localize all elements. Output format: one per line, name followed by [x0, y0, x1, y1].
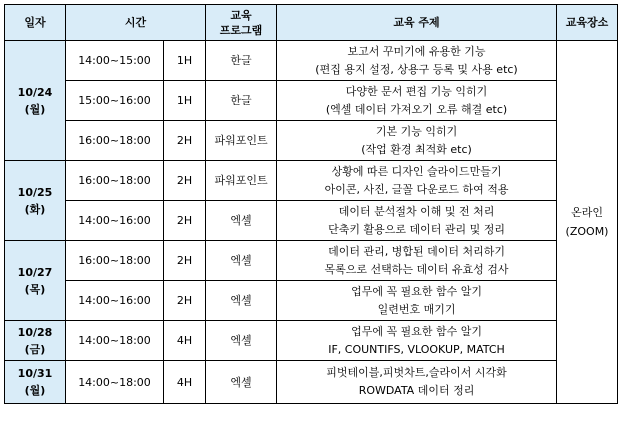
hours-cell: 2H	[164, 241, 206, 281]
topic-line1: 상황에 따른 디자인 슬라이드만들기	[331, 164, 502, 178]
topic-cell	[277, 81, 557, 121]
header-program-line2: 프로그램	[219, 23, 263, 37]
time-cell: 16:00~18:00	[66, 121, 164, 161]
hours-cell: 2H	[164, 201, 206, 241]
date-cell	[5, 321, 66, 361]
day-label: (월)	[24, 102, 46, 116]
topic-line2: 아이콘, 사진, 글꼴 다운로드 하여 적용	[324, 182, 509, 196]
day-label: (화)	[24, 202, 46, 216]
topic-line1: 보고서 꾸미기에 유용한 기능	[347, 44, 486, 58]
program-cell: 파워포인트	[206, 121, 277, 161]
day-label: (목)	[24, 282, 46, 296]
time-cell: 14:00~16:00	[66, 201, 164, 241]
program-cell: 한글	[206, 41, 277, 81]
topic-line1: 데이터 분석절차 이해 및 전 처리	[338, 204, 495, 218]
topic-cell	[277, 361, 557, 404]
table-row	[5, 201, 618, 241]
hours-cell: 1H	[164, 41, 206, 81]
topic-line1: 업무에 꼭 필요한 함수 알기	[351, 284, 482, 298]
table-row	[5, 321, 618, 361]
program-cell: 엑셀	[206, 201, 277, 241]
date-cell	[5, 361, 66, 404]
topic-cell	[277, 41, 557, 81]
schedule-table	[4, 4, 618, 404]
time-cell: 14:00~16:00	[66, 281, 164, 321]
date-label: 10/31	[17, 367, 53, 380]
topic-cell	[277, 241, 557, 281]
header-date: 일자	[5, 5, 66, 41]
time-cell: 14:00~18:00	[66, 321, 164, 361]
topic-line1: 다양한 문서 편집 기능 익히기	[345, 84, 488, 98]
header-program	[206, 5, 277, 41]
topic-cell	[277, 161, 557, 201]
header-place: 교육장소	[557, 5, 618, 41]
table-row	[5, 241, 618, 281]
program-cell: 엑셀	[206, 241, 277, 281]
time-cell: 14:00~15:00	[66, 41, 164, 81]
place-cell	[557, 41, 618, 404]
hours-cell: 2H	[164, 121, 206, 161]
topic-line2: (엑셀 데이터 가져오기 오류 해결 etc)	[325, 102, 508, 116]
topic-line2: (편집 용지 설정, 상용구 등록 및 사용 etc)	[315, 62, 518, 76]
hours-cell: 4H	[164, 321, 206, 361]
date-label: 10/27	[17, 265, 53, 279]
date-label: 10/24	[17, 85, 53, 99]
program-cell: 파워포인트	[206, 161, 277, 201]
topic-cell	[277, 281, 557, 321]
header-row	[5, 5, 618, 41]
time-cell: 15:00~16:00	[66, 81, 164, 121]
topic-cell	[277, 121, 557, 161]
place-line1: 온라인	[571, 206, 603, 219]
time-cell: 14:00~18:00	[66, 361, 164, 404]
hours-cell: 4H	[164, 361, 206, 404]
topic-line1: 업무에 꼭 필요한 함수 알기	[351, 324, 482, 338]
table-row	[5, 281, 618, 321]
day-label: (월)	[24, 384, 46, 397]
topic-line1: 기본 기능 익히기	[375, 124, 458, 138]
table-row	[5, 361, 618, 404]
program-cell: 엑셀	[206, 281, 277, 321]
place-line2: (ZOOM)	[565, 225, 609, 238]
topic-line2: (작업 환경 최적화 etc)	[361, 142, 472, 156]
date-cell	[5, 161, 66, 241]
date-cell	[5, 41, 66, 161]
topic-line2: ROWDATA 데이터 정리	[358, 384, 475, 397]
program-cell: 한글	[206, 81, 277, 121]
topic-cell	[277, 321, 557, 361]
table-row	[5, 41, 618, 81]
topic-line2: IF, COUNTIFS, VLOOKUP, MATCH	[328, 342, 505, 356]
date-cell	[5, 241, 66, 321]
header-time: 시간	[66, 5, 206, 41]
program-cell: 엑셀	[206, 361, 277, 404]
table-row	[5, 161, 618, 201]
header-topic: 교육 주제	[277, 5, 557, 41]
program-cell: 엑셀	[206, 321, 277, 361]
time-cell: 16:00~18:00	[66, 161, 164, 201]
topic-cell	[277, 201, 557, 241]
topic-line1: 데이터 관리, 병합된 데이터 처리하기	[328, 244, 505, 258]
hours-cell: 2H	[164, 161, 206, 201]
table-row	[5, 121, 618, 161]
topic-line2: 일련번호 매기기	[377, 302, 456, 316]
hours-cell: 2H	[164, 281, 206, 321]
topic-line1: 피벗테이블,피벗차트,슬라이서 시각화	[326, 366, 507, 379]
day-label: (금)	[24, 342, 46, 356]
time-cell: 16:00~18:00	[66, 241, 164, 281]
topic-line2: 단축키 활용으로 데이터 관리 및 정리	[328, 222, 505, 236]
hours-cell: 1H	[164, 81, 206, 121]
topic-line2: 목록으로 선택하는 데이터 유효성 검사	[324, 262, 509, 276]
header-program-line1: 교육	[230, 8, 252, 22]
table-row	[5, 81, 618, 121]
date-label: 10/25	[17, 185, 53, 199]
date-label: 10/28	[17, 325, 53, 339]
